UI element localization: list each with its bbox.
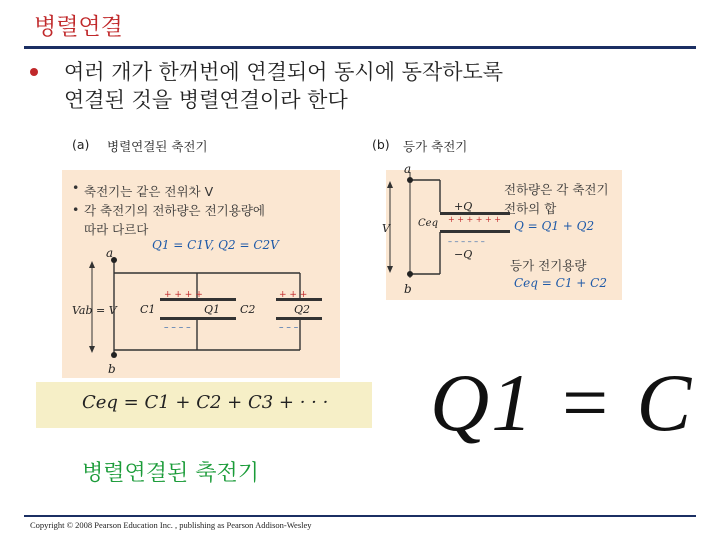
c1-minus-charges: – – – – [164,323,191,333]
parallel-circuit-diagram [62,240,352,380]
figure-b-note-3: 등가 전기용량 [510,258,587,273]
figure-a-node-a: a [106,246,114,260]
equivalent-circuit-diagram [380,160,510,300]
ceq-plus-charges: + + + + + + [448,215,501,224]
figure-b-note-2: 전하의 합 [504,201,557,216]
footer-divider [24,515,696,517]
slide-title: 병렬연결 [34,14,123,40]
note-bullet-1: • [72,180,80,195]
bullet-line-1: 여러 개가 한꺼번에 연결되어 동시에 동작하도록 [64,60,504,84]
figure-subtitle: 병렬연결된 축전기 [82,461,260,486]
figure-b-v: V [382,222,390,235]
figure-a-note-3: 따라 다르다 [84,222,149,237]
figure-b-node-b: b [404,282,412,296]
figure-b-formula-1: Q = Q1 + Q2 [514,219,595,233]
figure-b-tag: (b) [372,137,390,152]
bullet-text [64,58,684,114]
ceq-minus-charges: – – – – – – [448,237,485,246]
figure-b-ceq: Ceq [418,218,438,229]
node-b-dot [111,352,117,358]
note-bullet-2: • [72,202,80,217]
figure-b-note-1: 전하량은 각 축전기 [504,182,609,197]
c2-minus-charges: – – – [279,323,299,333]
bullet-line-2: 연결된 것을 병렬연결이라 한다 [64,88,348,112]
copyright-text: Copyright © 2008 Pearson Education Inc. , publishing as Pearson Addison-Wesley [30,520,312,530]
figure-a-caption: 병렬연결된 축전기 [107,139,208,154]
figure-b-node-a: a [404,162,412,176]
equivalent-capacitance-formula: Ceq = C1 + C2 + C3 + · · · [82,392,329,413]
figure-a-note-1: 축전기는 같은 전위차 V [84,184,214,199]
figure-b-minus-q: −Q [454,248,473,261]
figure-b-caption: 등가 축전기 [403,139,468,154]
figure-a-c2: C2 [240,303,256,316]
c1-plus-charges: + + + + [164,290,203,300]
figure-a-q2: Q2 [294,303,311,316]
large-equation: Q1 = C [430,357,694,448]
figure-a-v-label: Vab = V [72,304,117,317]
figure-a-formula: Q1 = C1V, Q2 = C2V [152,238,279,252]
title-divider [24,46,696,49]
figure-a-node-b: b [108,362,116,376]
figure-a-c1: C1 [140,303,156,316]
figure-a-q1: Q1 [204,303,221,316]
figure-b-plus-q: +Q [454,200,473,213]
c2-plus-charges: + + + [279,290,308,300]
figure-a-note-2: 각 축전기의 전하량은 전기용량에 [84,203,265,218]
bullet-icon [30,68,38,76]
figure-b-formula-2: Ceq = C1 + C2 [514,276,607,290]
figure-a-tag: (a) [72,137,90,152]
